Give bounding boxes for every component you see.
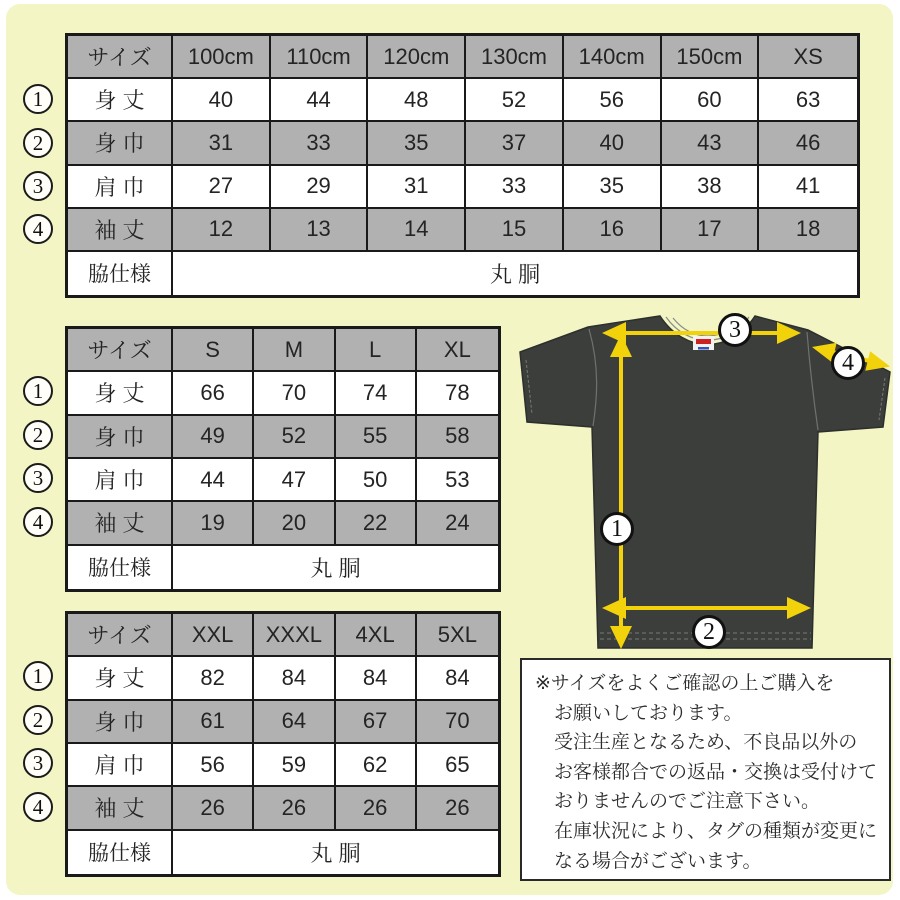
value-cell: 84 bbox=[417, 657, 498, 700]
value-cell: 26 bbox=[173, 787, 254, 830]
value-cell: 74 bbox=[336, 372, 417, 415]
row-label: 身 丈 bbox=[68, 657, 173, 700]
spec-value: 丸 胴 bbox=[173, 546, 498, 589]
purchase-notice bbox=[520, 658, 891, 881]
row-marker-1: 1 bbox=[23, 84, 53, 114]
value-cell: 56 bbox=[173, 744, 254, 787]
notice-line: ※サイズをよくご確認の上ご購入を bbox=[535, 673, 835, 694]
value-cell: 37 bbox=[466, 122, 564, 165]
value-cell: 14 bbox=[368, 209, 466, 252]
value-cell: 60 bbox=[662, 79, 760, 122]
value-cell: 67 bbox=[336, 701, 417, 744]
column-header: 130cm bbox=[466, 36, 564, 79]
value-cell: 15 bbox=[466, 209, 564, 252]
value-cell: 49 bbox=[173, 416, 254, 459]
value-cell: 12 bbox=[173, 209, 271, 252]
notice-line: 受注生産となるため、不良品以外の bbox=[554, 732, 858, 754]
column-header: L bbox=[336, 329, 417, 372]
notice-line: なる場合がございます。 bbox=[554, 850, 762, 872]
value-cell: 13 bbox=[271, 209, 369, 252]
spec-label: 脇仕様 bbox=[68, 831, 173, 874]
value-cell: 59 bbox=[254, 744, 335, 787]
column-header: 5XL bbox=[417, 614, 498, 657]
size-table-kids-xs bbox=[65, 33, 860, 298]
value-cell: 48 bbox=[368, 79, 466, 122]
value-cell: 38 bbox=[662, 166, 760, 209]
value-cell: 78 bbox=[417, 372, 498, 415]
column-header: XXXL bbox=[254, 614, 335, 657]
value-cell: 31 bbox=[368, 166, 466, 209]
value-cell: 47 bbox=[254, 459, 335, 502]
value-cell: 53 bbox=[417, 459, 498, 502]
row-label: 肩 巾 bbox=[68, 166, 173, 209]
size-table-xxl-5xl bbox=[65, 611, 501, 877]
value-cell: 46 bbox=[759, 122, 857, 165]
value-cell: 64 bbox=[254, 701, 335, 744]
value-cell: 18 bbox=[759, 209, 857, 252]
column-header: M bbox=[254, 329, 335, 372]
row-marker-3: 3 bbox=[23, 748, 53, 778]
value-cell: 35 bbox=[368, 122, 466, 165]
value-cell: 35 bbox=[564, 166, 662, 209]
value-cell: 41 bbox=[759, 166, 857, 209]
value-cell: 20 bbox=[254, 502, 335, 545]
neck-tag bbox=[693, 336, 714, 350]
value-cell: 29 bbox=[271, 166, 369, 209]
size-table-s-xl bbox=[65, 326, 501, 592]
value-cell: 84 bbox=[254, 657, 335, 700]
value-cell: 70 bbox=[417, 701, 498, 744]
column-header: XL bbox=[417, 329, 498, 372]
value-cell: 84 bbox=[336, 657, 417, 700]
value-cell: 55 bbox=[336, 416, 417, 459]
row-label: 袖 丈 bbox=[68, 787, 173, 830]
value-cell: 63 bbox=[759, 79, 857, 122]
row-marker-4: 4 bbox=[23, 792, 53, 822]
column-header: XXL bbox=[173, 614, 254, 657]
row-marker-2: 2 bbox=[23, 705, 53, 735]
value-cell: 44 bbox=[173, 459, 254, 502]
row-label: 身 巾 bbox=[68, 701, 173, 744]
value-cell: 44 bbox=[271, 79, 369, 122]
value-cell: 43 bbox=[662, 122, 760, 165]
row-label: 肩 巾 bbox=[68, 744, 173, 787]
value-cell: 52 bbox=[466, 79, 564, 122]
row-marker-4: 4 bbox=[23, 507, 53, 537]
value-cell: 26 bbox=[254, 787, 335, 830]
row-marker-1: 1 bbox=[23, 661, 53, 691]
value-cell: 65 bbox=[417, 744, 498, 787]
value-cell: 40 bbox=[564, 122, 662, 165]
value-cell: 70 bbox=[254, 372, 335, 415]
notice-line: 在庫状況により、タグの種類が変更に bbox=[554, 820, 878, 842]
value-cell: 17 bbox=[662, 209, 760, 252]
row-marker-1: 1 bbox=[23, 376, 53, 406]
row-marker-3: 3 bbox=[23, 171, 53, 201]
value-cell: 50 bbox=[336, 459, 417, 502]
row-label: 袖 丈 bbox=[68, 502, 173, 545]
column-header: S bbox=[173, 329, 254, 372]
row-marker-4: 4 bbox=[23, 214, 53, 244]
spec-label: 脇仕様 bbox=[68, 546, 173, 589]
row-label: 袖 丈 bbox=[68, 209, 173, 252]
value-cell: 62 bbox=[336, 744, 417, 787]
notice-line: お願いしております。 bbox=[554, 702, 743, 724]
diagram-marker-body-length: 1 bbox=[600, 512, 634, 546]
row-marker-2: 2 bbox=[23, 420, 53, 450]
row-label: 身 巾 bbox=[68, 122, 173, 165]
spec-label: 脇仕様 bbox=[68, 252, 173, 295]
value-cell: 40 bbox=[173, 79, 271, 122]
row-label: 身 丈 bbox=[68, 79, 173, 122]
diagram-marker-sleeve-length: 4 bbox=[831, 346, 865, 380]
value-cell: 61 bbox=[173, 701, 254, 744]
value-cell: 22 bbox=[336, 502, 417, 545]
value-cell: 33 bbox=[466, 166, 564, 209]
column-header: 120cm bbox=[368, 36, 466, 79]
row-label: 身 丈 bbox=[68, 372, 173, 415]
diagram-marker-body-width: 2 bbox=[692, 615, 726, 649]
value-cell: 58 bbox=[417, 416, 498, 459]
value-cell: 26 bbox=[417, 787, 498, 830]
size-header: サイズ bbox=[68, 614, 173, 657]
value-cell: 66 bbox=[173, 372, 254, 415]
value-cell: 56 bbox=[564, 79, 662, 122]
diagram-marker-shoulder-width: 3 bbox=[718, 313, 752, 347]
row-marker-2: 2 bbox=[23, 128, 53, 158]
spec-value: 丸 胴 bbox=[173, 831, 498, 874]
value-cell: 19 bbox=[173, 502, 254, 545]
column-header: 110cm bbox=[271, 36, 369, 79]
size-header: サイズ bbox=[68, 329, 173, 372]
value-cell: 26 bbox=[336, 787, 417, 830]
column-header: 140cm bbox=[564, 36, 662, 79]
column-header: 100cm bbox=[173, 36, 271, 79]
size-header: サイズ bbox=[68, 36, 173, 79]
value-cell: 27 bbox=[173, 166, 271, 209]
value-cell: 24 bbox=[417, 502, 498, 545]
value-cell: 52 bbox=[254, 416, 335, 459]
column-header: 150cm bbox=[662, 36, 760, 79]
value-cell: 33 bbox=[271, 122, 369, 165]
notice-line: おりませんのでご注意下さい。 bbox=[554, 791, 821, 813]
column-header: XS bbox=[759, 36, 857, 79]
spec-value: 丸 胴 bbox=[173, 252, 857, 295]
value-cell: 16 bbox=[564, 209, 662, 252]
row-label: 肩 巾 bbox=[68, 459, 173, 502]
column-header: 4XL bbox=[336, 614, 417, 657]
notice-line: お客様都合での返品・交換は受付けて bbox=[554, 761, 878, 783]
value-cell: 82 bbox=[173, 657, 254, 700]
row-label: 身 巾 bbox=[68, 416, 173, 459]
row-marker-3: 3 bbox=[23, 463, 53, 493]
value-cell: 31 bbox=[173, 122, 271, 165]
